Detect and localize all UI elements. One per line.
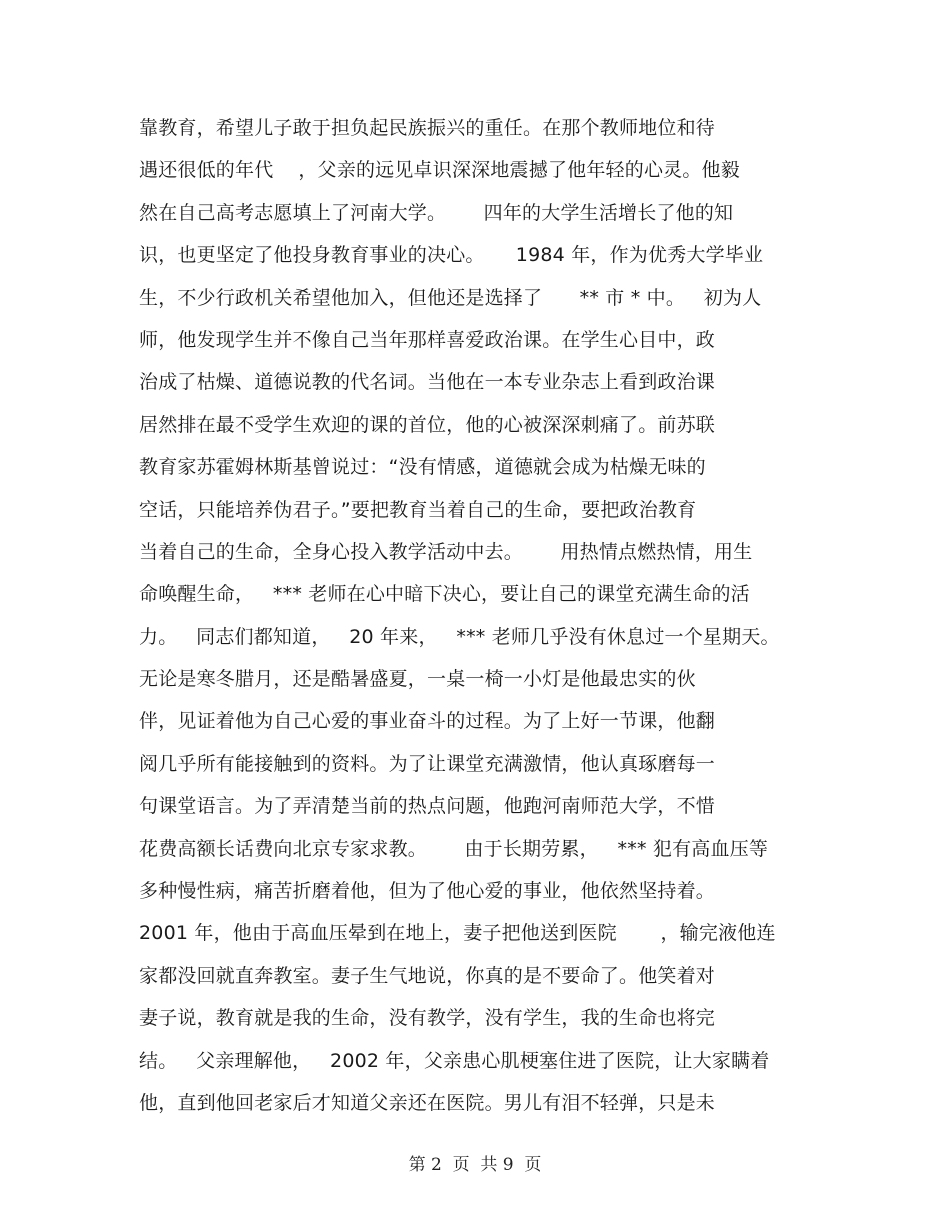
text-line: 师，他发现学生并不像自己当年那样喜爱政治课。在学生心目中，政 [139, 328, 716, 351]
text-line: 花费高额长话费向北京专家求教。 由于长期劳累， *** 犯有高血压等 [139, 837, 769, 860]
text-line: 空话，只能培养伪君子。”要把教育当着自己的生命，要把政治教育 [139, 498, 697, 521]
text-line: 然在自己高考志愿填上了河南大学。 四年的大学生活增长了他的知 [139, 201, 734, 224]
text-line: 教育家苏霍姆林斯基曾说过：“没有情感，道德就会成为枯燥无味的 [139, 456, 706, 479]
text-line: 结。 父亲理解他， 2002 年，父亲患心肌梗塞住进了医院，让大家瞒着 [139, 1049, 770, 1072]
page-footer: 第 2 页 共 9 页 [408, 1155, 542, 1175]
text-line: 命唤醒生命， *** 老师在心中暗下决心，要让自己的课堂充满生命的活 [139, 583, 750, 606]
text-line: 识，也更坚定了他投身教育事业的决心。 1984 年，作为优秀大学毕业 [139, 244, 764, 267]
text-line: 生，不少行政机关希望他加入，但他还是选择了 ** 市 * 中。 初为人 [139, 286, 762, 309]
text-line: 阅几乎所有能接触到的资料。为了让课堂充满激情，他认真琢磨每一 [139, 752, 716, 775]
text-line: 遇还很低的年代 ，父亲的远见卓识深深地震撼了他年轻的心灵。他毅 [139, 159, 740, 182]
text-line: 治成了枯燥、道德说教的代名词。当他在一本专业杂志上看到政治课 [139, 371, 716, 394]
text-line: 句课堂语言。为了弄清楚当前的热点问题，他跑河南师范大学，不惜 [139, 795, 716, 818]
text-line: 伴，见证着他为自己心爱的事业奋斗的过程。为了上好一节课，他翻 [139, 710, 716, 733]
text-line: 居然排在最不受学生欢迎的课的首位，他的心被深深刺痛了。前苏联 [139, 413, 716, 436]
text-line: 家都没回就直奔教室。妻子生气地说，你真的是不要命了。他笑着对 [139, 964, 716, 987]
text-line: 妻子说，教育就是我的生命，没有教学，没有学生，我的生命也将完 [139, 1007, 716, 1030]
text-line: 2001 年，他由于高血压晕到在地上，妻子把他送到医院 ，输完液他连 [139, 922, 776, 945]
text-line: 多种慢性病，痛苦折磨着他，但为了他心爱的事业，他依然坚持着。 [139, 880, 716, 903]
body-text [139, 112, 839, 1129]
text-line: 力。 同志们都知道， 20 年来， *** 老师几乎没有休息过一个星期天。 [139, 625, 780, 648]
text-line: 无论是寒冬腊月，还是酷暑盛夏，一桌一椅一小灯是他最忠实的伙 [139, 668, 696, 691]
text-line: 靠教育，希望儿子敢于担负起民族振兴的重任。在那个教师地位和待 [139, 117, 716, 139]
text-line: 当着自己的生命，全身心投入教学活动中去。 用热情点燃热情，用生 [139, 540, 753, 563]
text-line: 他，直到他回老家后才知道父亲还在医院。男儿有泪不轻弹，只是未 [139, 1091, 716, 1114]
